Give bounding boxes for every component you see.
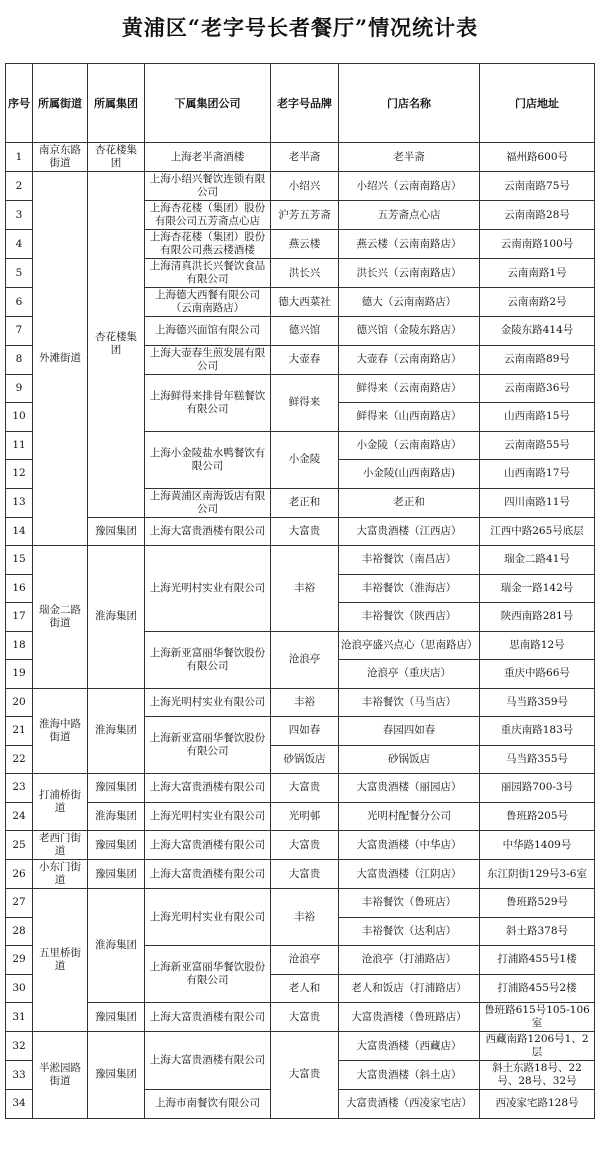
cell-brand: 老半斋 [271, 143, 339, 172]
cell-brand: 大壶春 [271, 345, 339, 374]
cell-group: 淮海集团 [88, 546, 145, 689]
cell-brand: 大富贵 [271, 774, 339, 803]
cell-company: 上海德大西餐有限公司（云南南路店） [145, 288, 271, 317]
cell-group: 豫园集团 [88, 1003, 145, 1032]
cell-address: 重庆南路183号 [480, 717, 595, 746]
cell-street: 小东门街道 [33, 860, 88, 889]
cell-store: 沧浪亭（打浦路店） [339, 946, 480, 975]
cell-address: 丽园路700-3号 [480, 774, 595, 803]
cell-brand: 大富贵 [271, 1003, 339, 1032]
header-store: 门店名称 [339, 64, 480, 143]
cell-no: 31 [6, 1003, 33, 1032]
cell-address: 马当路355号 [480, 745, 595, 774]
cell-store: 大富贵酒楼（江西店） [339, 517, 480, 546]
cell-address: 云南南路36号 [480, 374, 595, 403]
cell-brand: 小绍兴 [271, 172, 339, 201]
cell-company: 上海光明村实业有限公司 [145, 802, 271, 831]
cell-store: 德大（云南南路店） [339, 288, 480, 317]
table-row [6, 831, 595, 860]
cell-store: 丰裕餐饮（陕西店） [339, 603, 480, 632]
cell-store: 老人和饭店（打浦路店） [339, 974, 480, 1003]
cell-store: 砂锅饭店 [339, 745, 480, 774]
cell-group: 豫园集团 [88, 1032, 145, 1119]
cell-brand: 德大西菜社 [271, 288, 339, 317]
cell-store: 沧浪亭盛兴点心（思南路店） [339, 631, 480, 660]
cell-brand: 沧浪亭 [271, 631, 339, 688]
cell-company: 上海鲜得来排骨年糕餐饮有限公司 [145, 374, 271, 431]
cell-store: 鲜得来（云南南路店） [339, 374, 480, 403]
cell-brand: 沪芳五芳斋 [271, 201, 339, 230]
cell-company: 上海大壶春生煎发展有限公司 [145, 345, 271, 374]
cell-brand: 鲜得来 [271, 374, 339, 431]
cell-street: 半淞园路街道 [33, 1032, 88, 1119]
cell-group: 豫园集团 [88, 774, 145, 803]
cell-no: 23 [6, 774, 33, 803]
cell-no: 9 [6, 374, 33, 403]
cell-brand: 燕云楼 [271, 230, 339, 259]
cell-no: 27 [6, 889, 33, 918]
cell-company: 上海杏花楼（集团）股份有限公司五芳斋点心店 [145, 201, 271, 230]
cell-address: 思南路12号 [480, 631, 595, 660]
cell-no: 3 [6, 201, 33, 230]
cell-street: 外滩街道 [33, 172, 88, 546]
cell-brand: 老正和 [271, 488, 339, 517]
table-row [6, 1032, 595, 1061]
cell-no: 13 [6, 488, 33, 517]
cell-no: 10 [6, 403, 33, 432]
cell-no: 30 [6, 974, 33, 1003]
cell-address: 山西南路15号 [480, 403, 595, 432]
cell-group: 豫园集团 [88, 860, 145, 889]
cell-address: 江西中路265号底层 [480, 517, 595, 546]
cell-store: 五芳斋点心店 [339, 201, 480, 230]
cell-company: 上海大富贵酒楼有限公司 [145, 1003, 271, 1032]
cell-street: 瑞金二路街道 [33, 546, 88, 689]
cell-no: 34 [6, 1090, 33, 1119]
cell-address: 金陵东路414号 [480, 317, 595, 346]
cell-no: 22 [6, 745, 33, 774]
cell-brand: 丰裕 [271, 546, 339, 632]
cell-store: 丰裕餐饮（马当店） [339, 688, 480, 717]
cell-no: 2 [6, 172, 33, 201]
cell-brand: 砂锅饭店 [271, 745, 339, 774]
cell-address: 云南南路28号 [480, 201, 595, 230]
cell-address: 斜土东路18号、22号、28号、32号 [480, 1061, 595, 1090]
header-company: 下属集团公司 [145, 64, 271, 143]
cell-company: 上海光明村实业有限公司 [145, 688, 271, 717]
cell-company: 上海光明村实业有限公司 [145, 889, 271, 946]
table-row [6, 889, 595, 918]
cell-store: 德兴馆（金陵东路店） [339, 317, 480, 346]
table-row [6, 860, 595, 889]
cell-no: 8 [6, 345, 33, 374]
cell-address: 瑞金二路41号 [480, 546, 595, 575]
cell-no: 25 [6, 831, 33, 860]
table-row [6, 774, 595, 803]
cell-brand: 四如春 [271, 717, 339, 746]
cell-store: 大富贵酒楼（中华店） [339, 831, 480, 860]
cell-no: 18 [6, 631, 33, 660]
cell-no: 32 [6, 1032, 33, 1061]
cell-store: 大富贵酒楼（西凌家宅店） [339, 1090, 480, 1119]
cell-no: 21 [6, 717, 33, 746]
cell-company: 上海大富贵酒楼有限公司 [145, 1032, 271, 1090]
cell-brand: 德兴馆 [271, 317, 339, 346]
cell-brand: 大富贵 [271, 831, 339, 860]
cell-company: 上海小金陵盐水鸭餐饮有限公司 [145, 431, 271, 488]
cell-no: 5 [6, 259, 33, 288]
cell-no: 14 [6, 517, 33, 546]
cell-address: 云南南路75号 [480, 172, 595, 201]
cell-address: 云南南路1号 [480, 259, 595, 288]
cell-address: 中华路1409号 [480, 831, 595, 860]
cell-group: 豫园集团 [88, 517, 145, 546]
cell-brand: 小金陵 [271, 431, 339, 488]
cell-address: 马当路359号 [480, 688, 595, 717]
cell-store: 老正和 [339, 488, 480, 517]
cell-brand: 大富贵 [271, 1032, 339, 1119]
cell-address: 云南南路100号 [480, 230, 595, 259]
cell-street: 五里桥街道 [33, 889, 88, 1032]
cell-company: 上海小绍兴餐饮连锁有限公司 [145, 172, 271, 201]
cell-address: 鲁班路529号 [480, 889, 595, 918]
cell-address: 云南南路89号 [480, 345, 595, 374]
cell-no: 26 [6, 860, 33, 889]
cell-company: 上海新亚富丽华餐饮股份有限公司 [145, 631, 271, 688]
cell-store: 丰裕餐饮（南昌店） [339, 546, 480, 575]
cell-address: 东江阴街129号3-6室 [480, 860, 595, 889]
table-row [6, 172, 595, 201]
cell-store: 丰裕餐饮（鲁班店） [339, 889, 480, 918]
statistics-table [5, 63, 595, 1119]
cell-brand: 沧浪亭 [271, 946, 339, 975]
cell-address: 云南南路55号 [480, 431, 595, 460]
header-address: 门店地址 [480, 64, 595, 143]
cell-company: 上海新亚富丽华餐饮股份有限公司 [145, 717, 271, 774]
cell-store: 大富贵酒楼（江阴店） [339, 860, 480, 889]
cell-store: 大富贵酒楼（西藏店） [339, 1032, 480, 1061]
cell-store: 光明村配餐分公司 [339, 802, 480, 831]
cell-street: 南京东路街道 [33, 143, 88, 172]
cell-street: 老西门街道 [33, 831, 88, 860]
cell-no: 6 [6, 288, 33, 317]
cell-company: 上海黄浦区南海饭店有限公司 [145, 488, 271, 517]
header-row [6, 64, 595, 143]
cell-company: 上海市南餐饮有限公司 [145, 1090, 271, 1119]
cell-street: 打浦桥街道 [33, 774, 88, 831]
cell-street: 淮海中路街道 [33, 688, 88, 774]
cell-address: 西藏南路1206号1、2层 [480, 1032, 595, 1061]
cell-no: 16 [6, 574, 33, 603]
cell-brand: 丰裕 [271, 889, 339, 946]
cell-address: 打浦路455号1楼 [480, 946, 595, 975]
cell-address: 福州路600号 [480, 143, 595, 172]
cell-company: 上海大富贵酒楼有限公司 [145, 860, 271, 889]
cell-company: 上海新亚富丽华餐饮股份有限公司 [145, 946, 271, 1003]
cell-company: 上海光明村实业有限公司 [145, 546, 271, 632]
cell-no: 7 [6, 317, 33, 346]
cell-store: 大富贵酒楼（斜土店） [339, 1061, 480, 1090]
cell-store: 春园四如春 [339, 717, 480, 746]
cell-company: 上海老半斋酒楼 [145, 143, 271, 172]
header-group: 所属集团 [88, 64, 145, 143]
cell-store: 丰裕餐饮（达利店） [339, 917, 480, 946]
table-row [6, 1003, 595, 1032]
cell-address: 山西南路17号 [480, 460, 595, 489]
cell-address: 斜土路378号 [480, 917, 595, 946]
cell-company: 上海大富贵酒楼有限公司 [145, 517, 271, 546]
cell-store: 大富贵酒楼（鲁班路店） [339, 1003, 480, 1032]
cell-brand: 大富贵 [271, 860, 339, 889]
cell-company: 上海德兴面馆有限公司 [145, 317, 271, 346]
cell-no: 28 [6, 917, 33, 946]
cell-group: 杏花楼集团 [88, 172, 145, 518]
cell-store: 小绍兴（云南南路店） [339, 172, 480, 201]
cell-store: 小金陵(山西南路店) [339, 460, 480, 489]
header-street: 所属街道 [33, 64, 88, 143]
cell-address: 陕西南路281号 [480, 603, 595, 632]
cell-store: 大富贵酒楼（丽园店） [339, 774, 480, 803]
cell-store: 丰裕餐饮（淮海店） [339, 574, 480, 603]
cell-no: 33 [6, 1061, 33, 1090]
cell-address: 瑞金一路142号 [480, 574, 595, 603]
cell-address: 重庆中路66号 [480, 660, 595, 689]
table-row [6, 143, 595, 172]
cell-group: 淮海集团 [88, 889, 145, 1003]
cell-no: 4 [6, 230, 33, 259]
cell-store: 鲜得来（山西南路店） [339, 403, 480, 432]
cell-no: 1 [6, 143, 33, 172]
cell-brand: 洪长兴 [271, 259, 339, 288]
cell-no: 20 [6, 688, 33, 717]
cell-address: 鲁班路615号105-106室 [480, 1003, 595, 1032]
cell-company: 上海大富贵酒楼有限公司 [145, 774, 271, 803]
cell-address: 西凌家宅路128号 [480, 1090, 595, 1119]
cell-no: 11 [6, 431, 33, 460]
cell-address: 鲁班路205号 [480, 802, 595, 831]
cell-no: 19 [6, 660, 33, 689]
page-title: 黄浦区“老字号长者餐厅”情况统计表 [121, 15, 479, 40]
cell-company: 上海杏花楼（集团）股份有限公司燕云楼酒楼 [145, 230, 271, 259]
cell-store: 大壶春（云南南路店） [339, 345, 480, 374]
cell-store: 老半斋 [339, 143, 480, 172]
cell-address: 云南南路2号 [480, 288, 595, 317]
table-row [6, 546, 595, 575]
cell-company: 上海清真洪长兴餐饮食品有限公司 [145, 259, 271, 288]
cell-address: 四川南路11号 [480, 488, 595, 517]
cell-brand: 丰裕 [271, 688, 339, 717]
cell-no: 29 [6, 946, 33, 975]
cell-brand: 老人和 [271, 974, 339, 1003]
cell-store: 小金陵（云南南路店） [339, 431, 480, 460]
cell-brand: 大富贵 [271, 517, 339, 546]
cell-store: 洪长兴（云南南路店） [339, 259, 480, 288]
cell-group: 杏花楼集团 [88, 143, 145, 172]
table-row [6, 802, 595, 831]
cell-address: 打浦路455号2楼 [480, 974, 595, 1003]
table-row [6, 517, 595, 546]
cell-no: 15 [6, 546, 33, 575]
table-row [6, 688, 595, 717]
cell-store: 燕云楼（云南南路店） [339, 230, 480, 259]
cell-group: 豫园集团 [88, 831, 145, 860]
header-no: 序号 [6, 64, 33, 143]
cell-company: 上海大富贵酒楼有限公司 [145, 831, 271, 860]
cell-no: 12 [6, 460, 33, 489]
cell-no: 24 [6, 802, 33, 831]
cell-group: 淮海集团 [88, 802, 145, 831]
cell-no: 17 [6, 603, 33, 632]
cell-group: 淮海集团 [88, 688, 145, 774]
cell-store: 沧浪亭（重庆店） [339, 660, 480, 689]
header-brand: 老字号品牌 [271, 64, 339, 143]
cell-brand: 光明邨 [271, 802, 339, 831]
